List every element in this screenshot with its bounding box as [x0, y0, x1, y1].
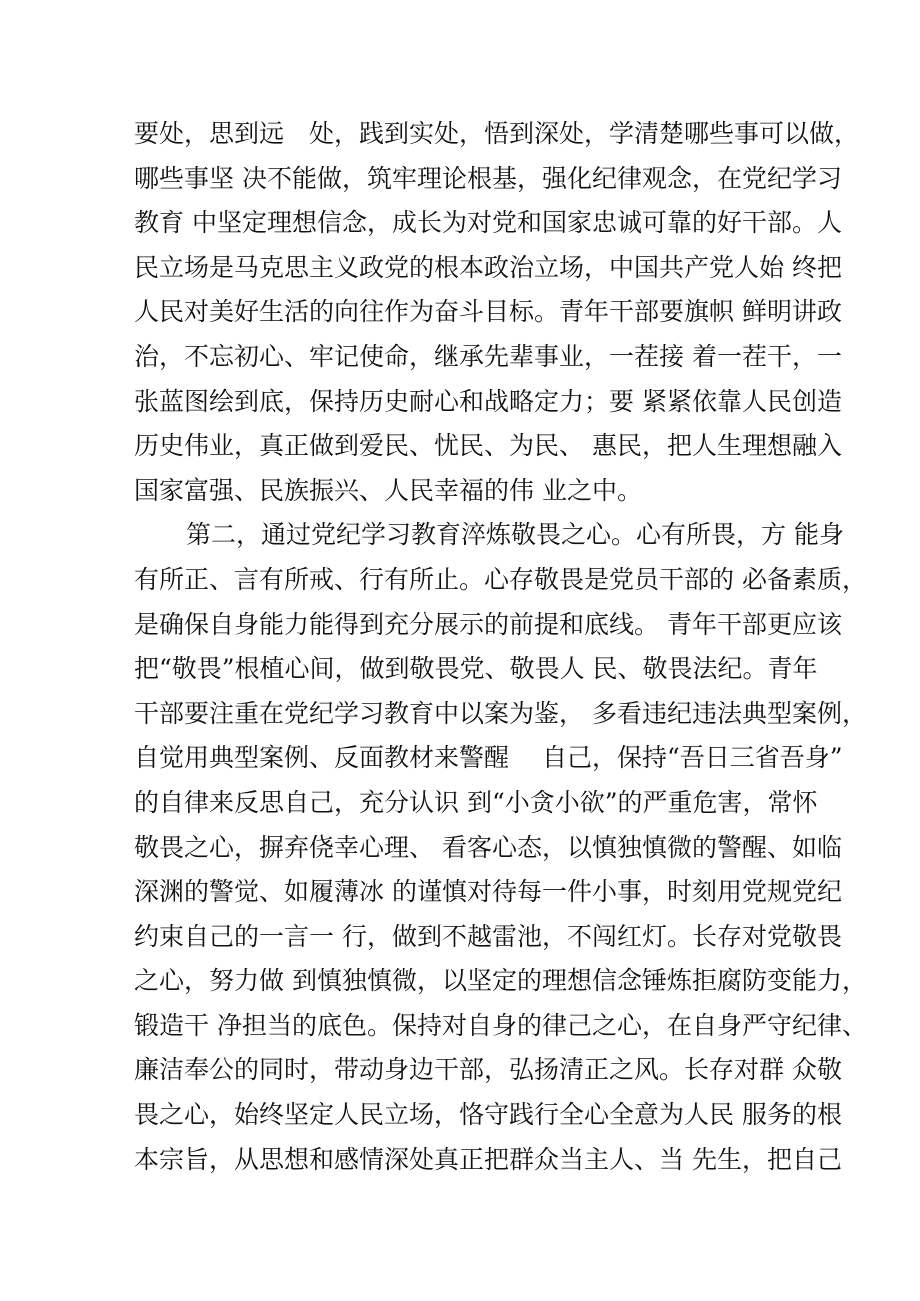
- paragraph-line: 治，不忘初心、牢记使命，继承先辈事业，一茬接 着一茬干，一: [134, 341, 842, 371]
- paragraph-line: 要处，思到远 处，践到实处，悟到深处，学清楚哪些事可以做，: [134, 119, 860, 148]
- paragraph-line: 把“敬畏”根植心间，做到敬畏党、敬畏人 民、敬畏法纪。青年: [134, 654, 818, 684]
- paragraph-line: 有所正、言有所戒、行有所止。心存敬畏是党员干部的 必备素质，: [134, 564, 867, 594]
- paragraph-line: 锻造干 净担当的底色。保持对自身的律己之心，在自身严守纪律、: [134, 1010, 867, 1040]
- paragraph-line: 廉洁奉公的同时，带动身边干部，弘扬清正之风。长存对群 众敬: [134, 1055, 842, 1085]
- paragraph-line: 是确保自身能力能得到充分展示的前提和底线。 青年干部更应该: [134, 609, 842, 639]
- paragraph-line: 人民对美好生活的向往作为奋斗目标。青年干部要旗帜 鲜明讲政: [134, 297, 842, 327]
- paragraph-line: 自觉用典型案例、反面教材来警醒 自己，保持“吾日三省吾身”: [134, 743, 843, 773]
- paragraph-line: 畏之心，始终坚定人民立场，恪守践行全心全意为人民 服务的根: [134, 1100, 842, 1130]
- paragraph-2: [134, 513, 867, 1182]
- paragraph-line: 张蓝图绘到底，保持历史耐心和战略定力；要 紧紧依靠人民创造: [134, 386, 842, 416]
- paragraph-line: 约束自己的一言一 行，做到不越雷池，不闯红灯。长存对党敬畏: [134, 921, 842, 951]
- paragraph-line: 敬畏之心，摒弃侥幸心理、 看客心态，以慎独慎微的警醒、如临: [134, 832, 842, 862]
- paragraph-1: [134, 112, 860, 513]
- paragraph-first-line: 第二，通过党纪学习教育淬炼敬畏之心。心有所畏，方 能身: [186, 520, 844, 550]
- paragraph-line: 教育 中坚定理想信念，成长为对党和国家忠诚可靠的好干部。人: [134, 208, 842, 238]
- paragraph-line: 民立场是马克思主义政党的根本政治立场，中国共产党人始 终把: [134, 252, 842, 282]
- paragraph-line: 干部要注重在党纪学习教育中以案为鉴， 多看违纪违法典型案例，: [134, 698, 867, 728]
- paragraph-line: 哪些事坚 决不能做，筑牢理论根基，强化纪律观念，在党纪学习: [134, 163, 842, 193]
- paragraph-line: 深渊的警觉、如履薄冰 的谨慎对待每一件小事，时刻用党规党纪: [134, 877, 842, 907]
- paragraph-last-line: 国家富强、民族振兴、人民幸福的伟 业之中。: [134, 475, 642, 505]
- body-text: [134, 112, 867, 1182]
- paragraph-line: 之心，努力做 到慎独慎微，以坚定的理想信念锤炼拒腐防变能力，: [134, 966, 867, 996]
- paragraph-line: 的自律来反思自己，充分认识 到“小贪小欲”的严重危害，常怀: [134, 787, 818, 817]
- paragraph-line: 本宗旨，从思想和感情深处真正把群众当主人、当 先生，把自己: [134, 1144, 842, 1174]
- paragraph-line: 历史伟业，真正做到爱民、忧民、为民、 惠民，把人生理想融入: [134, 431, 842, 461]
